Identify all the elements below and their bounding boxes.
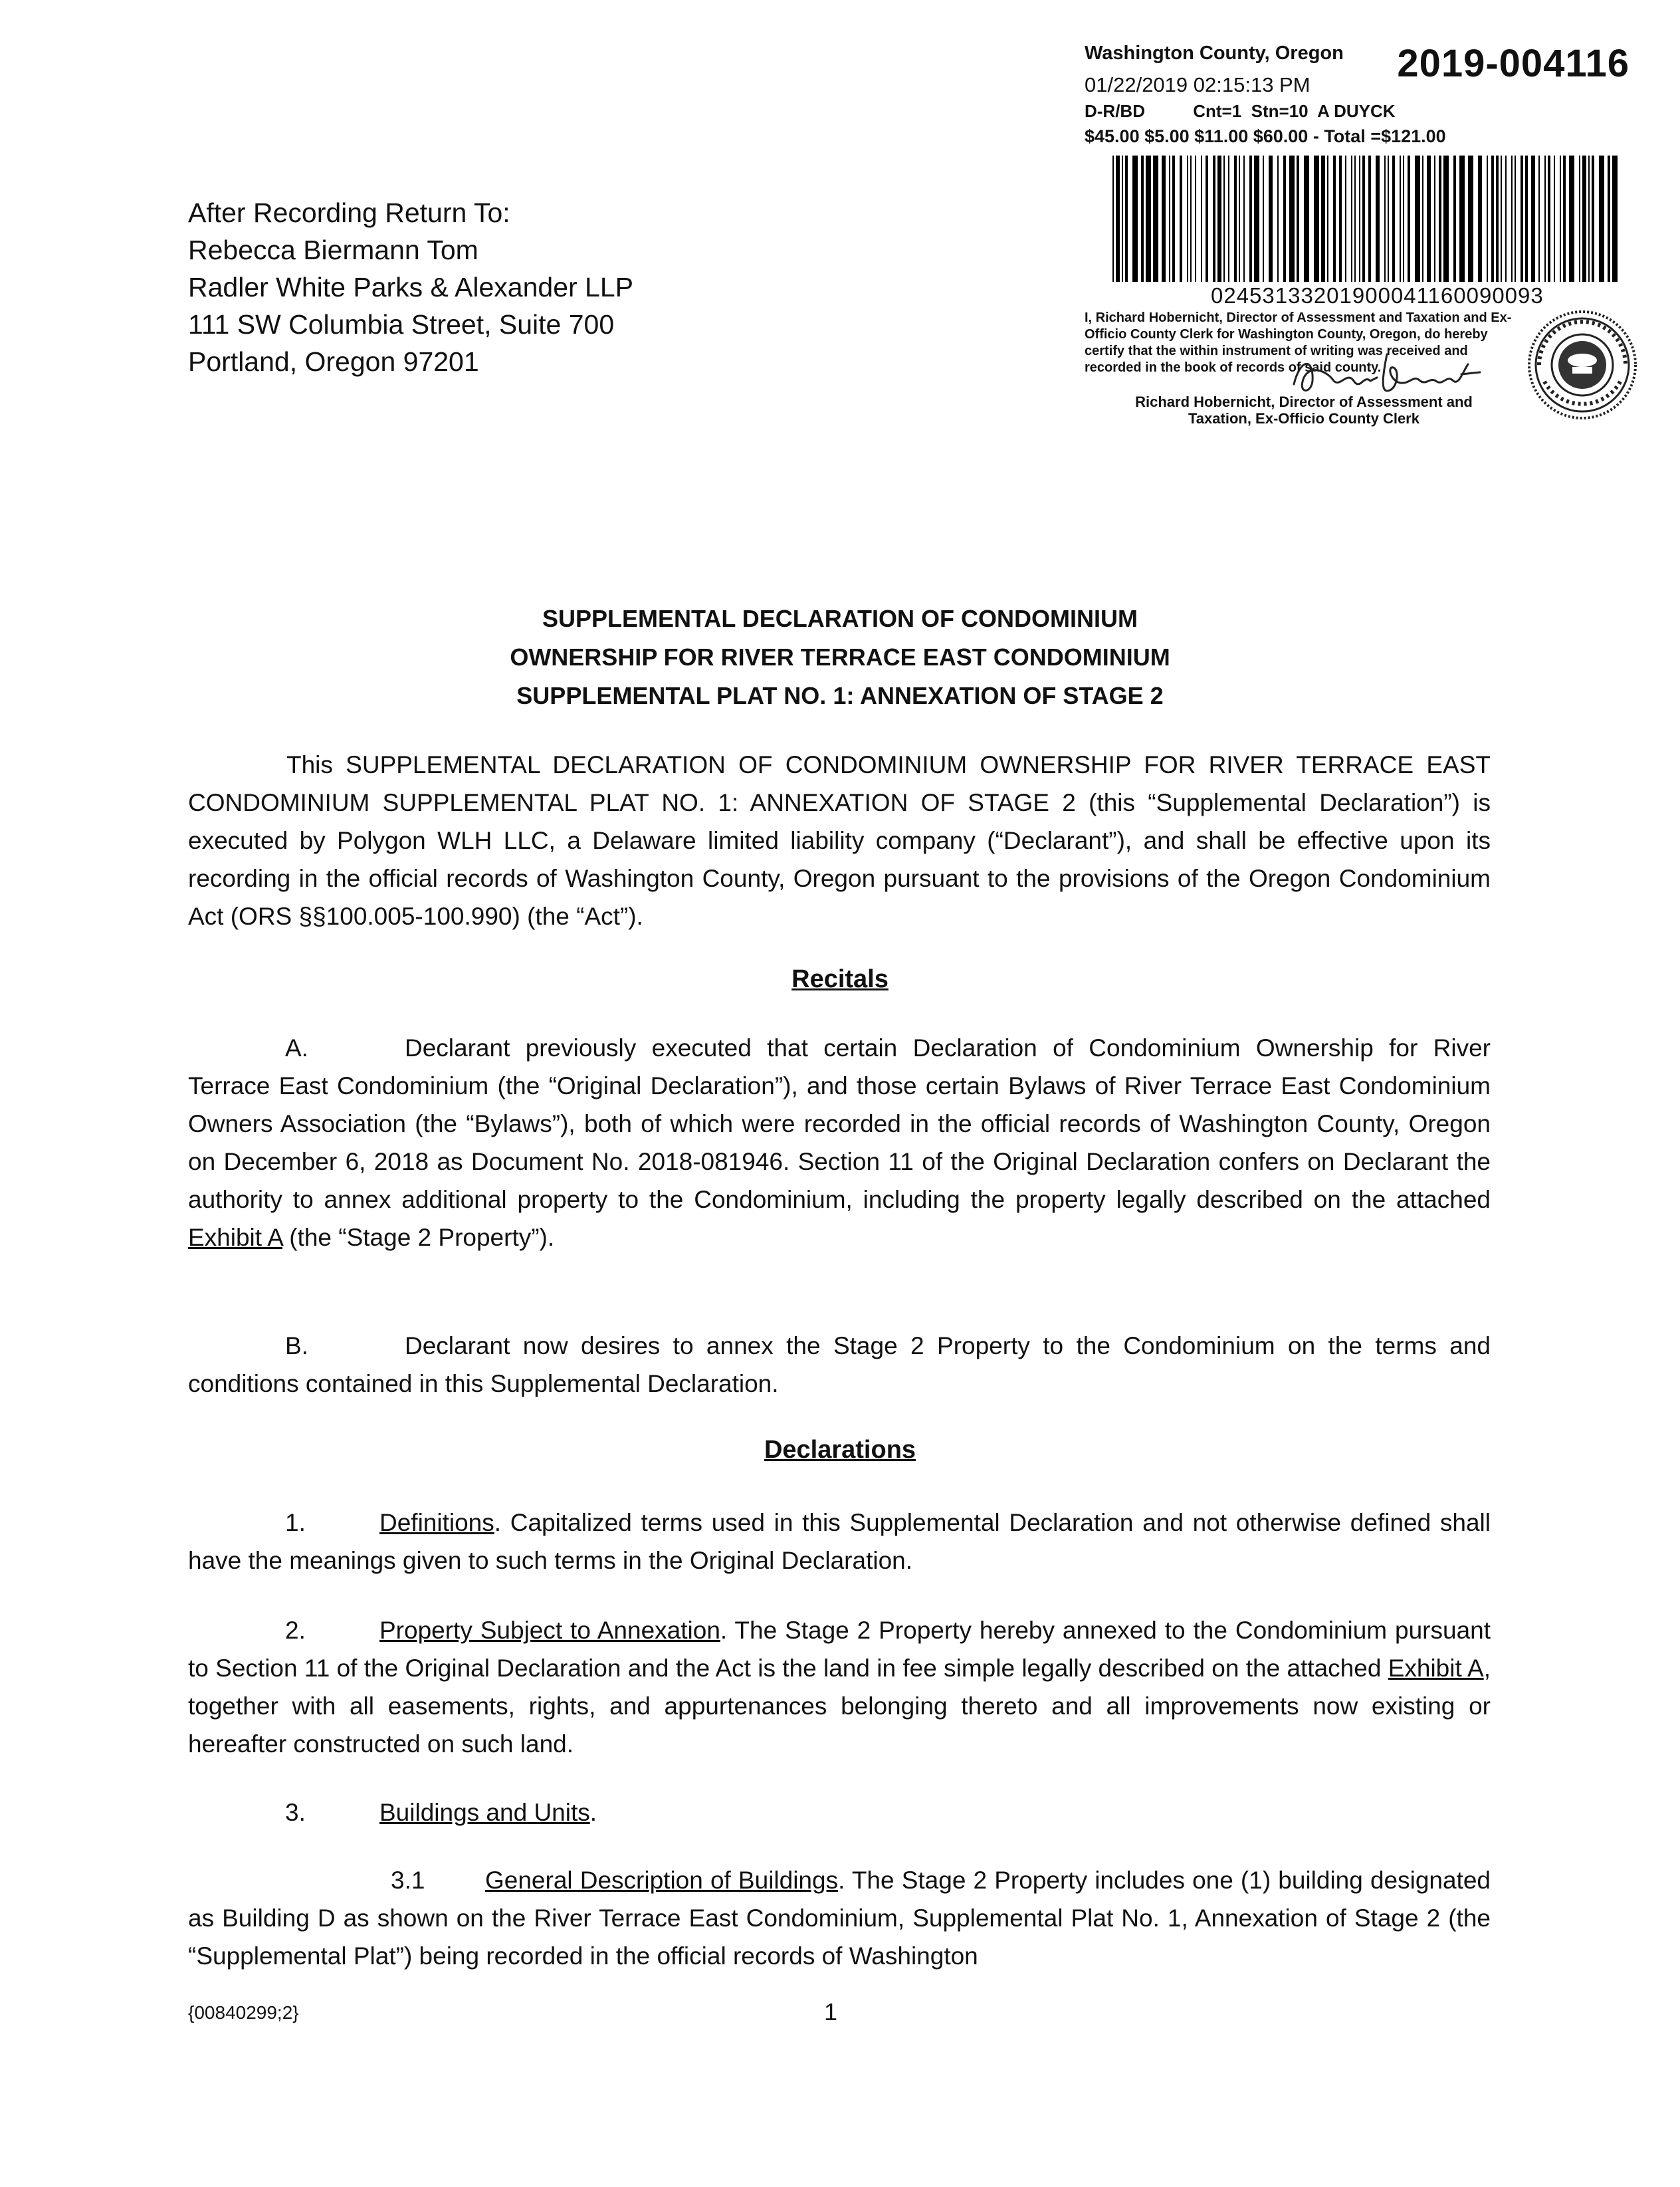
section-2-exhibit-link: Exhibit A — [1388, 1655, 1484, 1682]
recitals-heading: Recitals — [791, 965, 889, 993]
section-3-1-label: 3.1 — [391, 1867, 425, 1894]
stamp-datetime: 01/22/2019 02:15:13 PM — [1085, 73, 1311, 96]
declarations-heading: Declarations — [764, 1436, 916, 1464]
section-2 — [188, 1611, 1491, 1763]
section-1 — [188, 1504, 1491, 1579]
return-city: Portland, Oregon 97201 — [188, 346, 479, 377]
section-1-label: 1. — [285, 1509, 306, 1536]
section-1-text: . Capitalized terms used in this Supplemental Declaration and not otherwise defined shall have the meanings given to such terms in the Original Declaration. — [188, 1509, 1491, 1574]
clerk-signature-line — [1085, 394, 1523, 427]
section-3-1-title: General Description of Buildings — [485, 1867, 839, 1894]
recital-a-text: Declarant previously executed that certain Declaration of Condominium Ownership for River Terrace East Condominium (the “Original Declaration”), and those certain Bylaws of River Terrace East Condominium Owners Association (the “Bylaws”), both of which were recorded in the official records of Washington County, Oregon on December 6, 2018 as Document No. 2018-081946. Section 11 of the Original Declaration confers on Declarant the authority to annex additional property to the Condominium, including the property legally described on the attached — [188, 1034, 1491, 1213]
section-2-text-end: , together with all easements, rights, and appurtenances belonging thereto and all improvements now existing or hereafter constructed on such land. — [188, 1655, 1491, 1758]
signer-line-2: Taxation, Ex-Officio County Clerk — [1188, 410, 1419, 427]
return-street: 111 SW Columbia Street, Suite 700 — [188, 309, 615, 340]
signer-line-1: Richard Hobernicht, Director of Assessment and — [1135, 394, 1473, 410]
section-3-1 — [188, 1861, 1491, 1975]
section-3-1-text: . The Stage 2 Property includes one (1) building designated as Building D as shown on the River Terrace East Condominium, Supplemental Plat No. 1, Annexation of Stage 2 (the “Supplemental Plat”) being recorded in the official records of Washington — [188, 1867, 1491, 1970]
title-line-2: OWNERSHIP FOR RIVER TERRACE EAST CONDOMINIUM — [510, 643, 1170, 671]
title-line-3: SUPPLEMENTAL PLAT NO. 1: ANNEXATION OF STAGE 2 — [516, 682, 1164, 709]
stamp-document-number: 2019-004116 — [1397, 42, 1629, 85]
section-3 — [188, 1793, 1491, 1831]
page-number: 1 — [824, 1998, 838, 2025]
recital-a — [188, 1029, 1491, 1256]
county-seal-icon — [1526, 308, 1639, 421]
recital-b-label: B. — [285, 1332, 308, 1359]
return-address — [188, 194, 633, 380]
return-name: Rebecca Biermann Tom — [188, 235, 478, 265]
section-2-title: Property Subject to Annexation — [379, 1617, 720, 1644]
section-3-label: 3. — [285, 1799, 306, 1826]
clerk-certification: I, Richard Hobernicht, Director of Assessment and Taxation and Ex-Officio County Clerk for Washington County, Oregon, do hereby certify that the within instrument of writing was received and recorded in the book of records of said county. — [1085, 310, 1512, 375]
recital-b-text: Declarant now desires to annex the Stage 2 Property to the Condominium on the terms and conditions contained in this Supplemental Declaration. — [188, 1332, 1491, 1397]
return-label: After Recording Return To: — [188, 197, 510, 228]
section-1-title: Definitions — [379, 1509, 494, 1536]
stamp-county: Washington County, Oregon — [1085, 43, 1344, 64]
document-title — [0, 600, 1680, 715]
recital-b — [188, 1327, 1491, 1403]
footer-document-id: {00840299;2} — [188, 2002, 299, 2023]
section-2-text: . The Stage 2 Property hereby annexed to the Condominium pursuant to Section 11 of the Original Declaration and the Act is the land in fee simple legally described on the attached — [188, 1617, 1491, 1682]
recital-a-text-end: (the “Stage 2 Property”). — [282, 1224, 555, 1251]
barcode-image — [1112, 156, 1618, 282]
stamp-codes: D-R/BD Cnt=1 Stn=10 A DUYCK — [1085, 101, 1396, 121]
section-2-label: 2. — [285, 1617, 306, 1644]
section-3-title-end: . — [589, 1799, 597, 1826]
barcode-number: 02453133201900041160090093 — [1211, 283, 1544, 308]
recital-a-exhibit-link: Exhibit A — [188, 1224, 282, 1251]
intro-paragraph: This SUPPLEMENTAL DECLARATION OF CONDOMINIUM OWNERSHIP FOR RIVER TERRACE EAST CONDOMINIUM SUPPLEMENTAL PLAT NO. 1: ANNEXATION OF STAGE 2 (this “Supplemental Declaration”) is executed by Polygon WLH LLC, a Delaware limited liability company (“Declarant”), and shall be effective upon its recording in the official records of Washington County, Oregon pursuant to the provisions of the Oregon Condominium Act (ORS §§100.005-100.990) (the “Act”). — [188, 751, 1491, 930]
title-line-1: SUPPLEMENTAL DECLARATION OF CONDOMINIUM — [542, 605, 1138, 632]
recital-a-label: A. — [285, 1034, 308, 1062]
stamp-fees: $45.00 $5.00 $11.00 $60.00 - Total =$121.00 — [1085, 126, 1446, 146]
section-3-title: Buildings and Units — [379, 1799, 590, 1826]
return-firm: Radler White Parks & Alexander LLP — [188, 272, 633, 302]
